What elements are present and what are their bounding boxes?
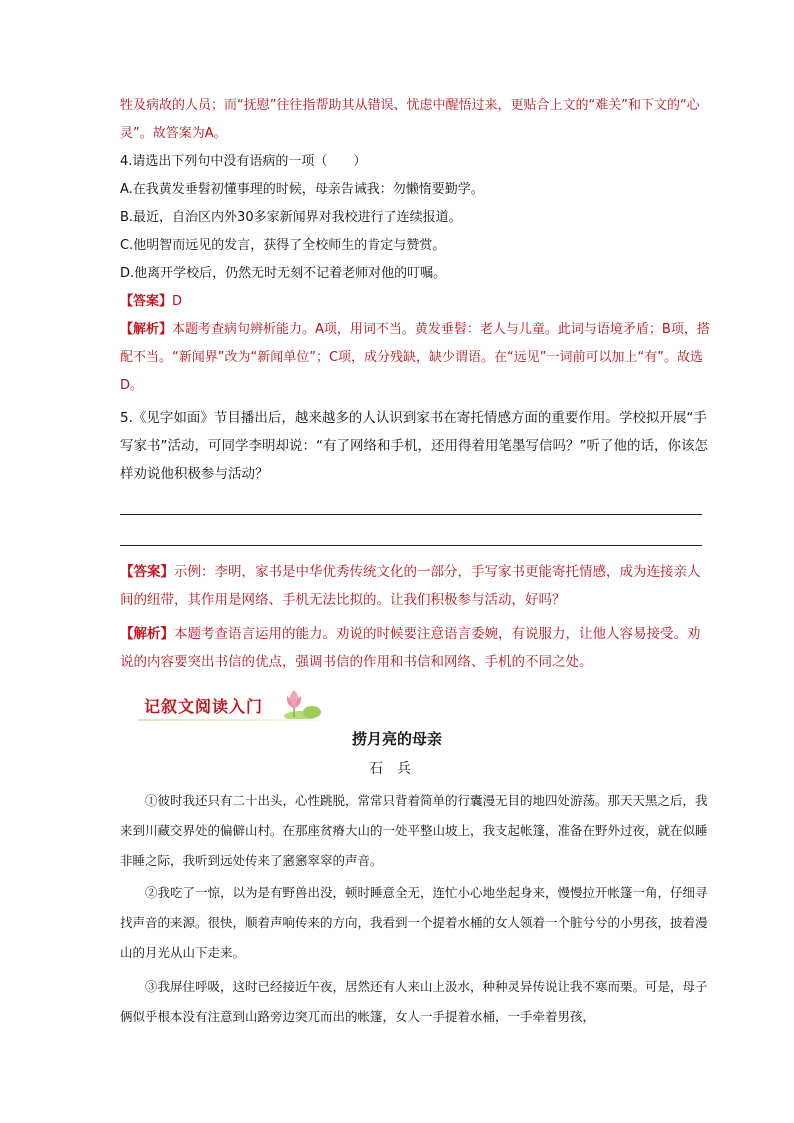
article-title: 捞月亮的母亲 (351, 730, 442, 748)
banner-underline (138, 719, 318, 721)
question-5-stem: 5.《见字如面》节目播出后，越来越多的人认识到家书在寄托情感方面的重要作用。学校拟开展“手写家书”活动，可同学李明却说：“有了网络和手机，还用得着用笔墨写信吗？”听了他的话，你该怎样劝说他积极参与活动？ (120, 410, 708, 482)
question-4-answer (120, 288, 710, 316)
analysis-label: 【解析】 (120, 626, 174, 642)
article-paragraph-3: ③我屏住呼吸，这时已经接近午夜，居然还有人来山上汲水，种种灵异传说让我不寒而栗。可是，母子俩似乎根本没有注意到山路旁边突兀而出的帐篷，女人一手提着水桶，一手牵着男孩， (120, 979, 708, 1024)
section-banner-text: 记叙文阅读入门 (144, 697, 264, 716)
question-4-analysis (120, 316, 710, 400)
question-4-option-a: A.在我黄发垂髫初懂事理的时候，母亲告诫我：勿懒惰要勤学。 (120, 182, 484, 197)
analysis-label: 【解析】 (120, 322, 173, 337)
answer-label: 【答案】 (120, 294, 173, 309)
article-author: 石兵 (369, 761, 425, 777)
answer-line-2 (120, 545, 702, 546)
prev-answer-continuation: 牲及病故的人员；而“抚慰”往往指帮助其从错误、忧虑中醒悟过来，更贴合上文的“难关”和下文的“心灵”。故答案为A。 (120, 98, 700, 141)
question-5-analysis (120, 620, 710, 676)
question-4-option-c: C.他明智而远见的发言，获得了全校师生的肯定与赞赏。 (120, 238, 446, 253)
answer-label: 【答案】 (120, 564, 174, 580)
analysis-text: 本题考查语言运用的能力。劝说的时候要注意语言委婉，有说服力，让他人容易接受。劝说的内容要突出书信的优点，强调书信的作用和书信和网络、手机的不同之处。 (120, 626, 701, 670)
question-4-stem: 4.请选出下列句中没有语病的一项（ ） (120, 154, 367, 169)
section-banner (138, 686, 328, 722)
question-5-answer (120, 558, 710, 614)
answer-value: D (172, 294, 183, 309)
article-paragraph-1: ①彼时我还只有二十出头，心性跳脱，常常只背着简单的行囊漫无目的地四处游荡。那天天黑之后，我来到川藏交界处的偏僻山村。在那座贫瘠大山的一处平整山坡上，我支起帐篷，准备在野外过夜，就在似睡非睡之际，我听到远处传来了窸窸窣窣的声音。 (120, 793, 708, 868)
question-4-option-b: B.最近，自治区内外30多家新闻界对我校进行了连续报道。 (120, 210, 462, 225)
lotus-icon (278, 686, 328, 722)
article-paragraph-2: ②我吃了一惊，以为是有野兽出没，顿时睡意全无，连忙小心地坐起身来，慢慢拉开帐篷一角，仔细寻找声音的来源。很快，顺着声响传来的方向，我看到一个提着水桶的女人领着一个脏兮兮的小男孩，披着漫山的月光从山下走来。 (120, 885, 708, 960)
question-4-option-d: D.他离开学校后，仍然无时无刻不记着老师对他的叮嘱。 (120, 266, 447, 281)
analysis-text: 本题考查病句辨析能力。A项，用词不当。黄发垂髫：老人与儿童。此词与语境矛盾；B项，搭配不当。“新闻界”改为“新闻单位”；C项，成分残缺，缺少谓语。在“远见”一词前可以加上“有”。故选D。 (120, 322, 710, 393)
answer-text: 示例：李明，家书是中华优秀传统文化的一部分，手写家书更能寄托情感，成为连接亲人间的纽带，其作用是网络、手机无法比拟的。让我们积极参与活动，好吗？ (120, 564, 701, 608)
answer-line-1 (120, 514, 702, 515)
